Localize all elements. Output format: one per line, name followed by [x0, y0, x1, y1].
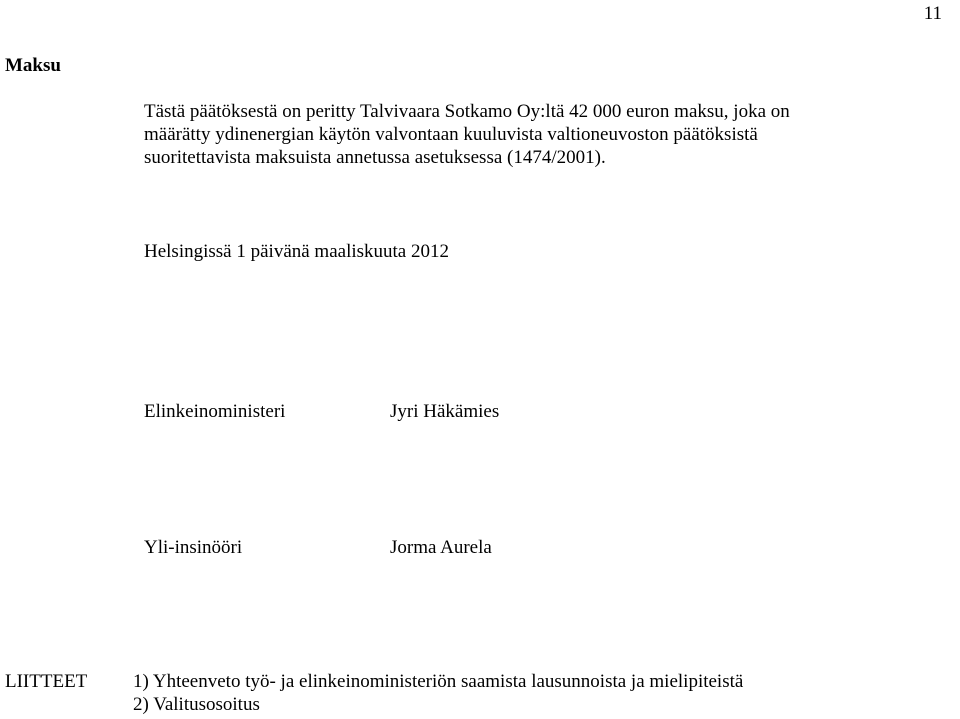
attachments-label: LIITTEET [5, 671, 88, 692]
attachments-list [133, 670, 743, 716]
payment-paragraph [144, 100, 790, 169]
signature-title: Yli-insinööri [144, 537, 243, 558]
signature-name: Jorma Aurela [390, 537, 492, 558]
page-number: 11 [923, 3, 942, 24]
signature-name: Jyri Häkämies [390, 401, 500, 422]
paragraph-line: määrätty ydinenergian käytön valvontaan kuuluvista valtioneuvoston päätöksistä [144, 124, 758, 145]
paragraph-line: Tästä päätöksestä on peritty Talvivaara Sotkamo Oy:ltä 42 000 euron maksu, joka on [144, 101, 790, 122]
section-heading: Maksu [5, 55, 61, 76]
date-line: Helsingissä 1 päivänä maaliskuuta 2012 [144, 241, 449, 262]
paragraph-line: suoritettavista maksuista annetussa asetuksessa (1474/2001). [144, 147, 606, 168]
signature-title: Elinkeinoministeri [144, 401, 286, 422]
attachment-item: 2) Valitusosoitus [133, 694, 260, 715]
attachment-item: 1) Yhteenveto työ- ja elinkeinoministeriön saamista lausunnoista ja mielipiteistä [133, 671, 744, 692]
